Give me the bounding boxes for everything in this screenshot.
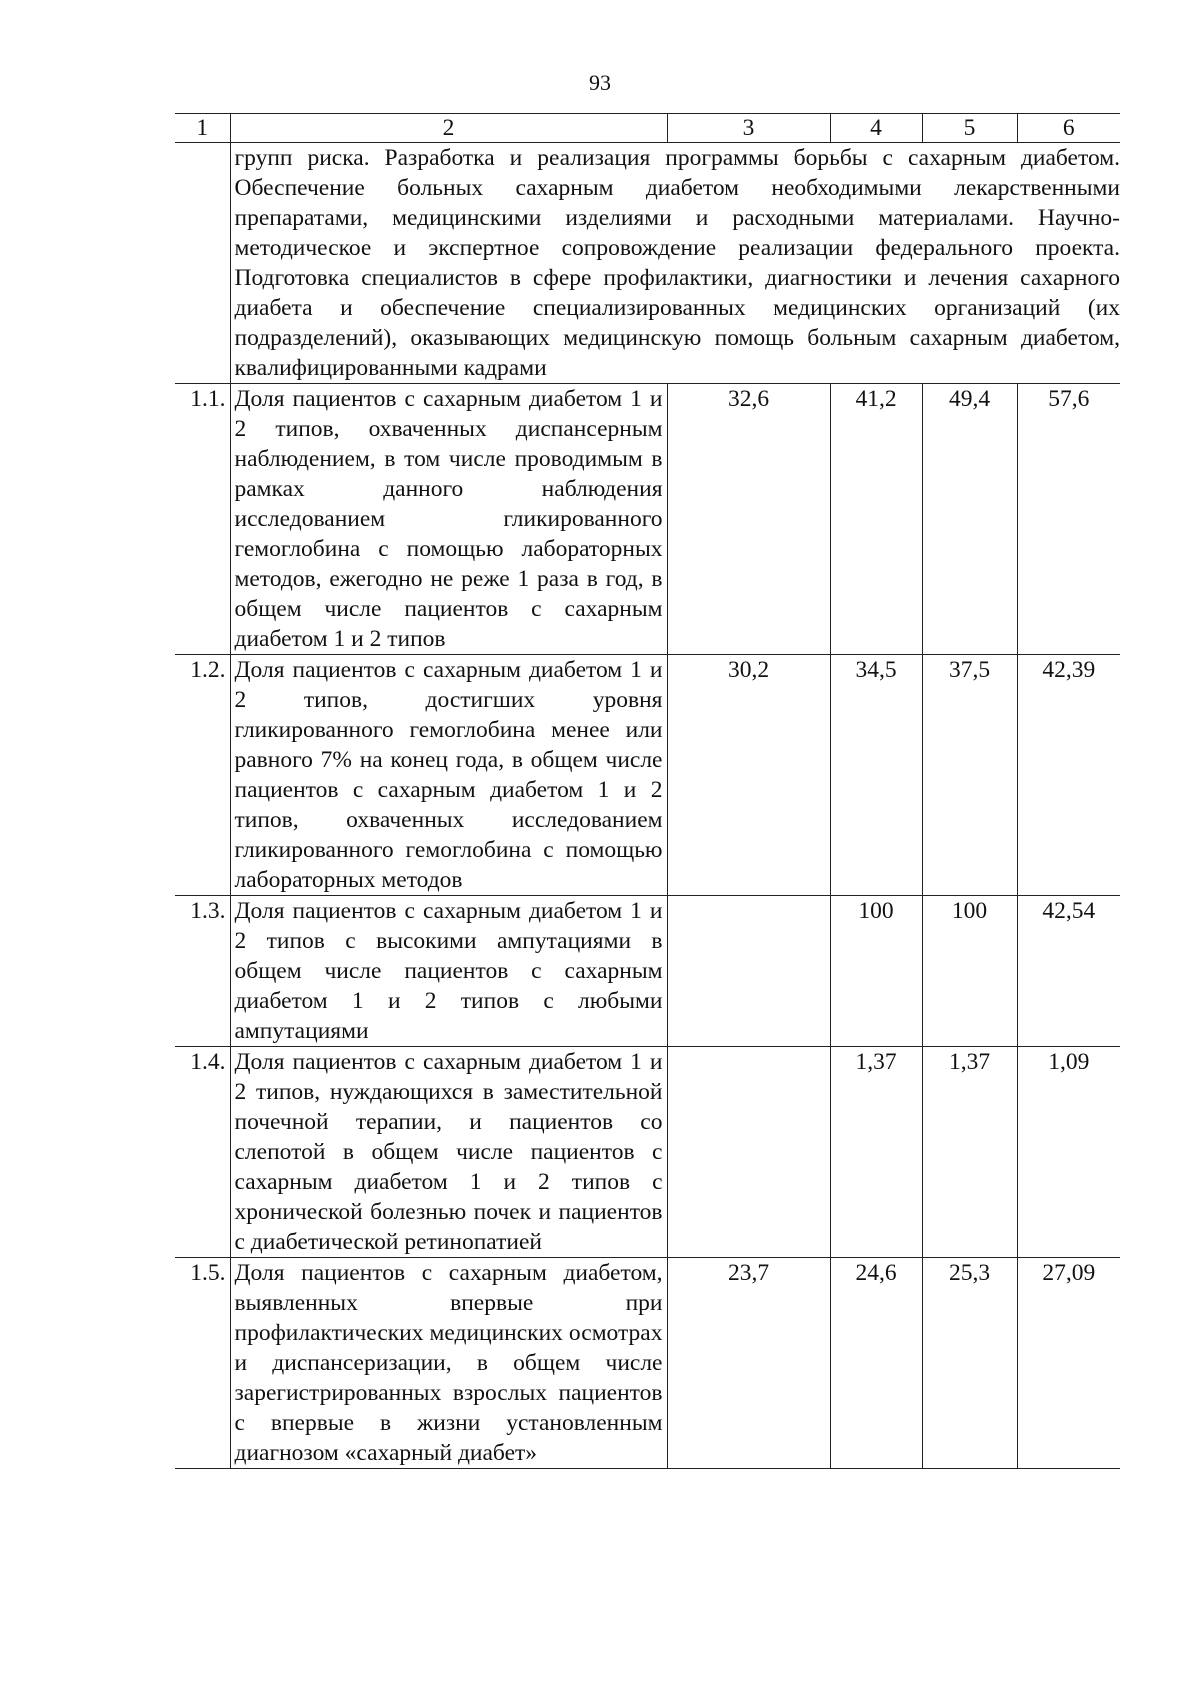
table-row (175, 1258, 1120, 1469)
row-value-col5: 25,3 (922, 1258, 1017, 1469)
row-value-col3: 30,2 (667, 655, 830, 896)
header-col-1: 1 (175, 114, 230, 143)
row-value-col5: 37,5 (922, 655, 1017, 896)
row-description: Доля пациентов с сахарным диабетом 1 и 2 типов с высокими ампутациями в общем числе пациентов с сахарным диабетом 1 и 2 типов с любыми ампутациями (230, 896, 667, 1047)
intro-num-cell (175, 143, 230, 384)
header-col-3: 3 (667, 114, 830, 143)
table-row (175, 655, 1120, 896)
row-value-col6: 42,39 (1017, 655, 1120, 896)
table-row (175, 896, 1120, 1047)
row-value-col4: 34,5 (830, 655, 922, 896)
page-number: 93 (589, 70, 611, 95)
row-value-col3: 23,7 (667, 1258, 830, 1469)
row-description: Доля пациентов с сахарным диабетом 1 и 2 типов, охваченных диспансерным наблюдением, в том числе проводимым в рамках данного наблюдения исследованием гликированного гемоглобина с помощью лабораторных методов, ежегодно не реже 1 раза в год, в общем числе пациентов с сахарным диабетом 1 и 2 типов (230, 384, 667, 655)
row-value-col5: 1,37 (922, 1047, 1017, 1258)
row-value-col4: 41,2 (830, 384, 922, 655)
row-description: Доля пациентов с сахарным диабетом 1 и 2 типов, нуждающихся в заместительной почечной терапии, и пациентов со слепотой в общем числе пациентов с сахарным диабетом 1 и 2 типов с хронической болезнью почек и пациентов с диабетической ретинопатией (230, 1047, 667, 1258)
intro-text: групп риска. Разработка и реализация программы борьбы с сахарным диабетом. Обеспечение больных сахарным диабетом необходимыми лекарственными препаратами, медицинскими изделиями и расходными материалами. Научно-методическое и экспертное сопровождение реализации федерального проекта. Подготовка специалистов в сфере профилактики, диагностики и лечения сахарного диабета и обеспечение специализированных медицинских организаций (их подразделений), оказывающих медицинскую помощь больным сахарным диабетом, квалифицированными кадрами (230, 143, 1120, 384)
table-header-row (175, 114, 1120, 143)
row-value-col6: 42,54 (1017, 896, 1120, 1047)
header-col-6: 6 (1017, 114, 1120, 143)
row-value-col4: 1,37 (830, 1047, 922, 1258)
row-value-col6: 27,09 (1017, 1258, 1120, 1469)
row-number: 1.2. (175, 655, 230, 896)
row-number: 1.3. (175, 896, 230, 1047)
table-row (175, 1047, 1120, 1258)
row-value-col3: 32,6 (667, 384, 830, 655)
header-col-4: 4 (830, 114, 922, 143)
row-value-col3 (667, 1047, 830, 1258)
row-value-col4: 24,6 (830, 1258, 922, 1469)
header-col-5: 5 (922, 114, 1017, 143)
row-value-col5: 100 (922, 896, 1017, 1047)
row-number: 1.1. (175, 384, 230, 655)
row-value-col5: 49,4 (922, 384, 1017, 655)
row-description: Доля пациентов с сахарным диабетом, выявленных впервые при профилактических медицинских осмотрах и диспансеризации, в общем числе зарегистрированных взрослых пациентов с впервые в жизни установленным диагнозом «сахарный диабет» (230, 1258, 667, 1469)
row-value-col6: 57,6 (1017, 384, 1120, 655)
row-number: 1.5. (175, 1258, 230, 1469)
table-row (175, 384, 1120, 655)
row-value-col3 (667, 896, 830, 1047)
indicators-table (175, 113, 1120, 1469)
row-value-col6: 1,09 (1017, 1047, 1120, 1258)
row-value-col4: 100 (830, 896, 922, 1047)
intro-row (175, 143, 1120, 384)
header-col-2: 2 (230, 114, 667, 143)
row-description: Доля пациентов с сахарным диабетом 1 и 2 типов, достигших уровня гликированного гемоглобина менее или равного 7% на конец года, в общем числе пациентов с сахарным диабетом 1 и 2 типов, охваченных исследованием гликированного гемоглобина с помощью лабораторных методов (230, 655, 667, 896)
row-number: 1.4. (175, 1047, 230, 1258)
